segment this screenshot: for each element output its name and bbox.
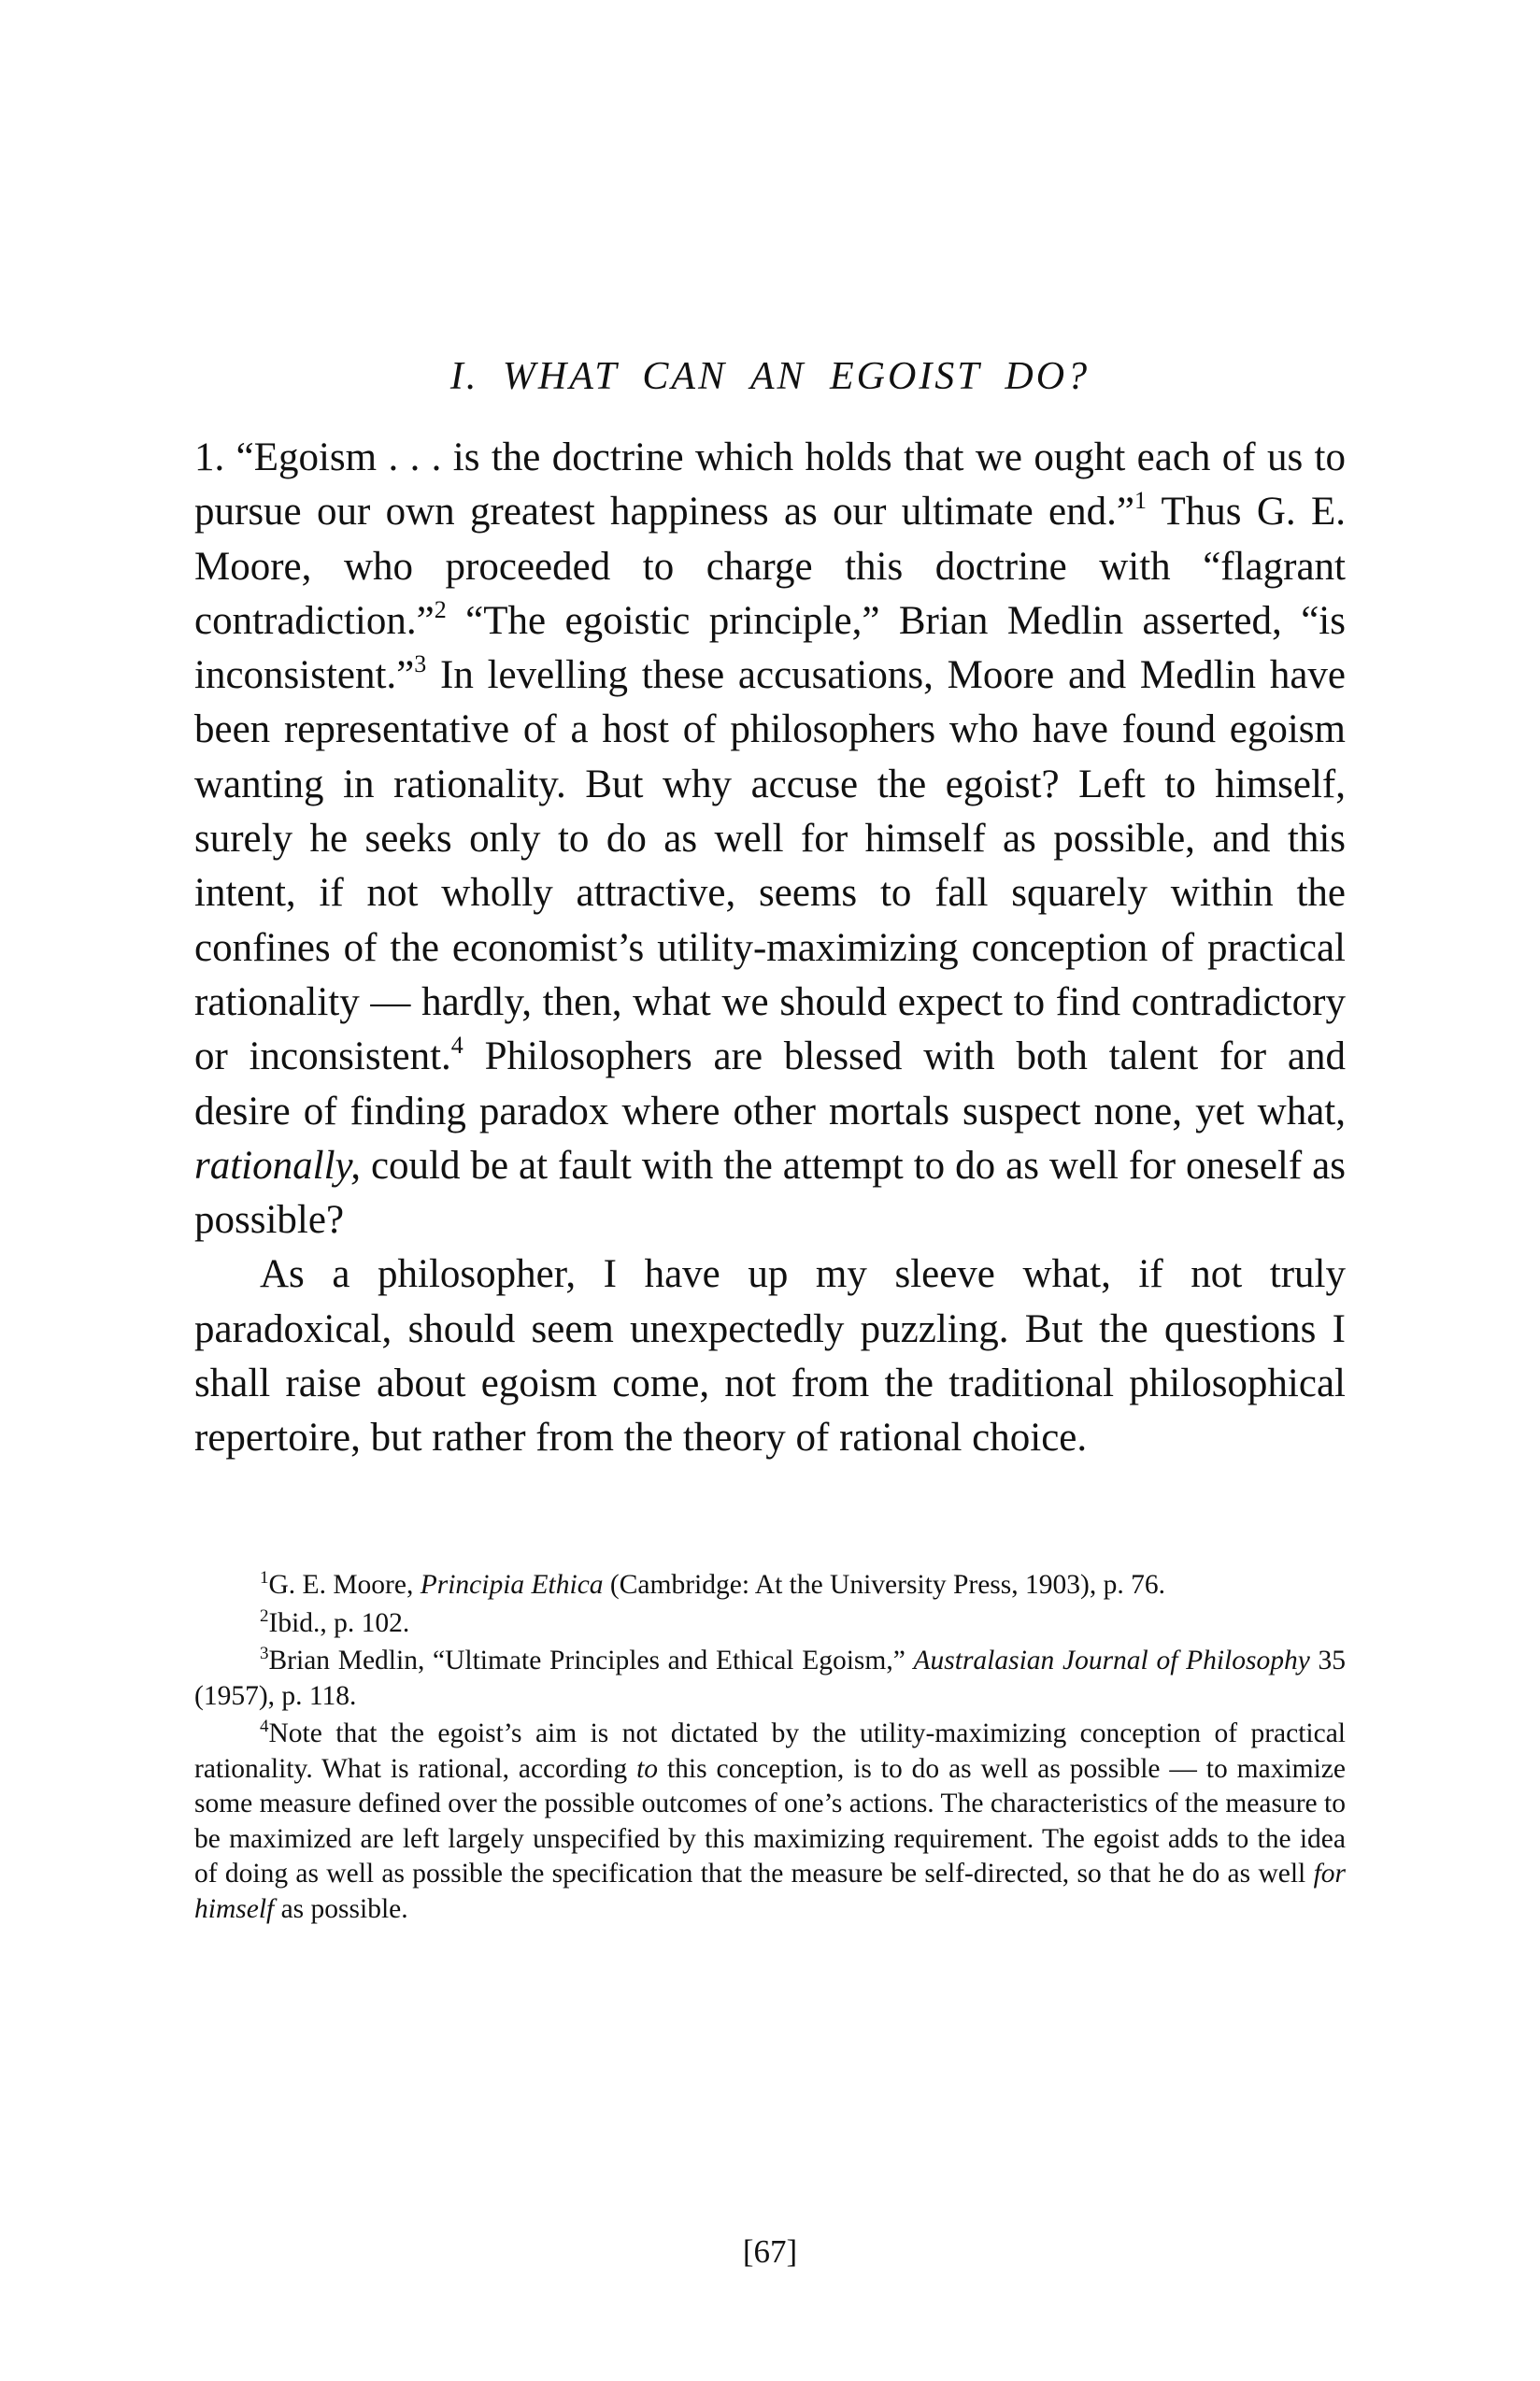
footnote-3-text-b: 35 (1957), p. 118. <box>194 1646 1346 1711</box>
footnote-3-number: 3 <box>260 1644 269 1663</box>
paragraph-1-text-a: 1. “Egoism . . . is the doctrine which holds that we ought each of us to pursue our own greatest happiness as our ultimate end.” <box>194 435 1346 535</box>
paragraph-1-text-d: In levelling these accusations, Moore and Medlin have been representative of a host of philosophers who have found egoism wanting in rationality. But why accuse the egoist? Left to himself, surely he seeks only to do as well for himself as possible, and this intent, if not wholly attractive, seems to fall squarely within the confines of the economist’s utility-maximizing conception of practical rationality — hardly, then, what we should expect to find contradictory or inconsistent. <box>194 653 1346 1079</box>
footnote-2-number: 2 <box>260 1605 269 1626</box>
footnote-1-text-b: (Cambridge: At the University Press, 1903), p. 76. <box>603 1570 1165 1600</box>
page-number: [67] <box>742 2233 798 2270</box>
footnote-4 <box>194 1717 1346 1927</box>
footnote-ref-4: 4 <box>450 1032 463 1060</box>
footnote-4-text-b: this conception, is to do as well as possible — to maximize some measure defined over the possible outcomes of one’s actions. The characteristics of the measure to be maximized are left largely unspecified by this maximizing requirement. The egoist adds to the idea of doing as well as possible the specification that the measure be self-directed, so that he do as well <box>194 1753 1346 1889</box>
footnote-ref-3: 3 <box>414 650 427 678</box>
footnote-1 <box>194 1568 1346 1604</box>
footnote-4-emphasis-himself: for himself <box>194 1859 1346 1924</box>
footnote-4-number: 4 <box>260 1717 269 1736</box>
body-text <box>194 431 1346 1466</box>
footnote-1-text-a: G. E. Moore, <box>268 1570 421 1600</box>
paragraph-2: As a philosopher, I have up my sleeve what, if not truly paradoxical, should seem unexpectedly puzzling. But the questions I shall raise about egoism come, not from the traditional philosophical repertoire, but rather from the theory of rational choice. <box>194 1252 1346 1461</box>
footnote-3 <box>194 1644 1346 1714</box>
footnote-ref-1: 1 <box>1134 487 1147 515</box>
paragraph-1-text-c: “The egoistic principle,” Brian Medlin asserted, “is inconsistent.” <box>194 598 1346 698</box>
paragraph-1-text-b: Thus G. E. Moore, who proceeded to charge this doctrine with “flagrant contradiction.” <box>194 490 1347 643</box>
footnote-1-number: 1 <box>260 1568 269 1588</box>
footnote-4-emphasis-to: to <box>636 1753 659 1784</box>
paragraph-1-emphasis: rationally, <box>194 1143 361 1188</box>
footnote-4-text-a: Note that the egoist’s aim is not dictated by the utility-maximizing conception of practical rationality. What is rational, according <box>194 1718 1346 1784</box>
footnotes <box>194 1568 1346 1930</box>
footnote-1-title: Principia Ethica <box>420 1570 604 1600</box>
footnote-ref-2: 2 <box>434 595 447 623</box>
footnote-2-text: Ibid., p. 102. <box>268 1607 410 1638</box>
footnote-3-text-a: Brian Medlin, “Ultimate Principles and Ethical Egoism,” <box>268 1646 914 1675</box>
footnote-4-text-c: as possible. <box>274 1893 408 1924</box>
paragraph-1 <box>194 431 1346 1248</box>
footnote-3-journal: Australasian Journal of Philosophy <box>913 1646 1310 1675</box>
paragraph-1-text-f: could be at fault with the attempt to do as well for oneself as possible? <box>194 1143 1346 1243</box>
paragraph-1-text-e: Philosophers are blessed with both talent for and desire of finding paradox where other mortals suspect none, yet what, <box>194 1034 1347 1133</box>
footnote-2 <box>194 1606 1346 1642</box>
chapter-heading: I. WHAT CAN AN EGOIST DO? <box>449 355 1091 398</box>
